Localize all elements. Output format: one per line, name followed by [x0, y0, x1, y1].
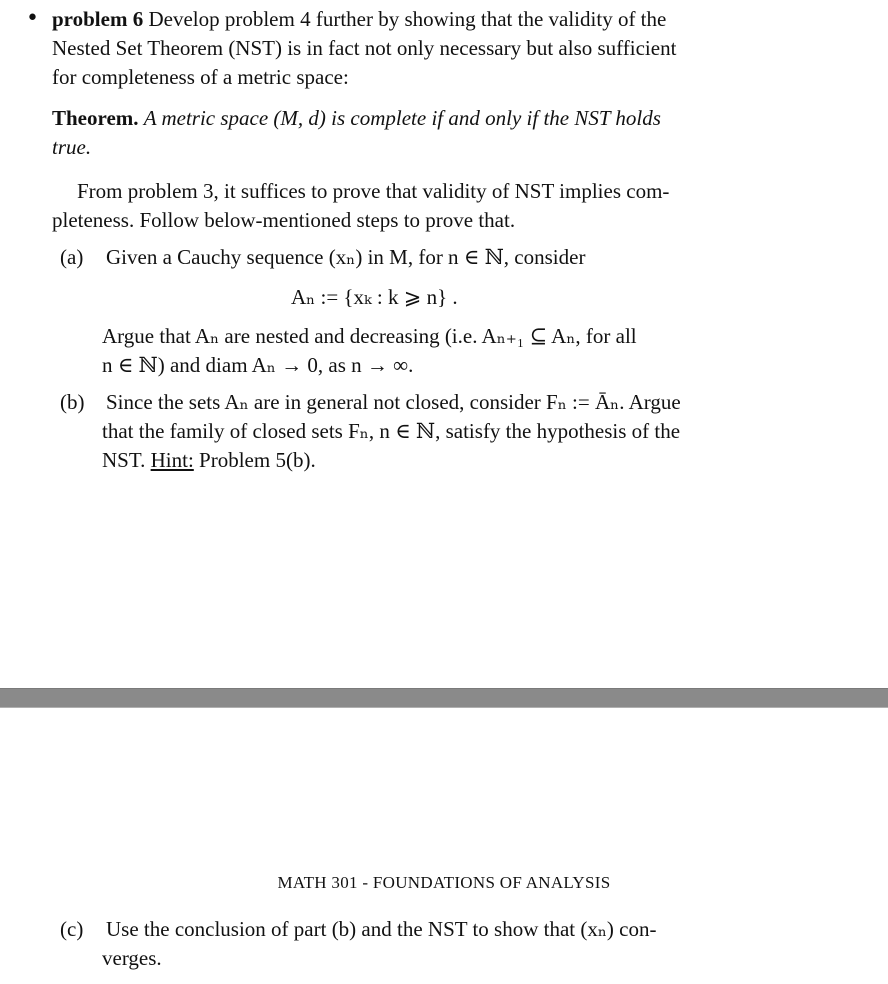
part-b-hint-text: Problem 5(b). — [199, 448, 316, 472]
problem-intro-line-2: Nested Set Theorem (NST) is in fact not only necessary but also sufficient — [52, 36, 677, 60]
body-line-2: pleteness. Follow below-mentioned steps to prove that. — [52, 208, 516, 232]
theorem-statement-2: true. — [52, 135, 92, 159]
theorem-statement-1: A metric space (M, d) is complete if and only if the NST holds — [143, 106, 661, 130]
page-header: MATH 301 - FOUNDATIONS OF ANALYSIS — [277, 873, 611, 892]
part-c-line-1 — [60, 915, 657, 944]
part-c-text-1: Use the conclusion of part (b) and the NST to show that (xₙ) con- — [106, 917, 657, 941]
part-b-label: (b) — [60, 390, 85, 414]
part-c-line-2: verges. — [102, 946, 162, 970]
part-b-nst: NST. — [102, 448, 146, 472]
part-b-line-3 — [102, 446, 316, 475]
theorem-line-1 — [52, 104, 661, 133]
page-separator — [0, 688, 888, 708]
part-a-label: (a) — [60, 245, 84, 269]
part-a-text-1: Given a Cauchy sequence (xₙ) in M, for n ∈ ℕ, consider — [106, 245, 586, 269]
part-c-label: (c) — [60, 917, 84, 941]
part-b-line-2: that the family of closed sets Fₙ, n ∈ ℕ, satisfy the hypothesis of the — [102, 419, 681, 443]
problem-intro-line-1 — [52, 5, 666, 34]
part-a-line-2: Argue that Aₙ are nested and decreasing (i.e. Aₙ₊₁ ⊆ Aₙ, for all — [102, 324, 637, 348]
part-b-text-1: Since the sets Aₙ are in general not closed, consider Fₙ := Āₙ. Argue — [106, 390, 681, 414]
part-a-line-1 — [60, 243, 585, 272]
problem-intro-line-3: for completeness of a metric space: — [52, 65, 349, 89]
problem-intro-text-1: Develop problem 4 further by showing that the validity of the — [148, 7, 667, 31]
part-a-line-3: n ∈ ℕ) and diam Aₙ → 0, as n → ∞. — [102, 353, 414, 377]
theorem-label: Theorem. — [52, 106, 139, 130]
problem-heading: problem 6 — [52, 7, 144, 31]
bullet-icon: • — [26, 6, 39, 31]
page-bottom — [0, 708, 888, 984]
part-a-display-math: Aₙ := {xₖ : k ⩾ n} . — [291, 285, 458, 309]
part-b-line-1 — [60, 388, 681, 417]
body-line-1: From problem 3, it suffices to prove that validity of NST implies com- — [77, 179, 670, 203]
part-b-hint-label: Hint: — [150, 448, 194, 472]
